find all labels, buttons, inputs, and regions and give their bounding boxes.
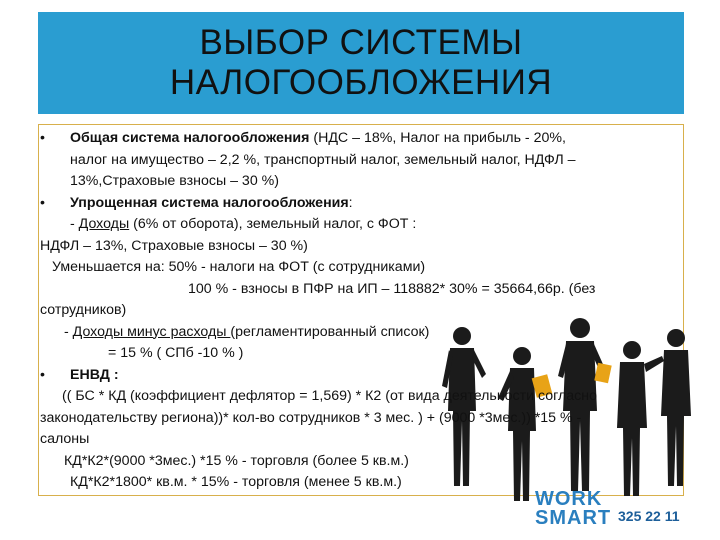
phone-number: 325 22 11 [618,508,680,524]
usn-diff-prefix: - [64,323,73,340]
bullet-icon: • [40,130,45,146]
envd-line-2: законодательству региона))* кол-во сотрудников * 3 мес. ) + (9000 *3мес.)) *15 % - [40,409,582,426]
usn-item [40,193,684,215]
reduce-line-1: Уменьшается на: 50% - налоги на ФОТ (с сотрудниками) [52,259,426,275]
page-title-line-1: ВЫБОР СИСТЕМЫ [199,23,523,62]
envd-item [40,365,684,387]
usn-income-label: Доходы [78,216,130,232]
bullet-icon: • [40,366,45,383]
usn-label: Упрощенная система налогообложения [70,194,349,211]
usn-income-text: (6% от оборота), земельный налог, с ФОТ : [129,216,417,232]
osn-text-line-2: налог на имущество – 2,2 %, транспортный налог, земельный налог, НДФЛ – [70,151,576,168]
bullet-icon: • [40,194,45,211]
osn-label: Общая система налогообложения [70,130,310,146]
envd-line-5: КД*К2*1800* кв.м. * 15% - торговля (менее 5 кв.м.) [70,474,402,490]
usn-diff-line [40,322,684,344]
usn-diff-text: (регламентированный список) [230,323,430,340]
usn-colon: : [348,194,353,211]
envd-line-1: (( БС * КД (коэффициент дефлятор = 1,569) * К2 (от вида деятельности согласно [62,388,597,404]
usn-income-prefix: - [70,216,79,232]
usn-income-line [40,214,684,236]
envd-line-4: КД*К2*(9000 *3мес.) *15 % - торговля (более 5 кв.м.) [64,452,409,469]
logo-line-2: SMART [535,507,612,529]
envd-label: ЕНВД : [70,366,119,383]
osn-text-line-3: 13%,Страховые взносы – 30 %) [70,173,279,189]
content-text [40,128,684,494]
usn-income-line-2: НДФЛ – 13%, Страховые взносы – 30 %) [40,237,308,254]
reduce-line-2: 100 % - взносы в ПФР на ИП – 118882* 30% = 35664,66р. (без [188,280,596,297]
usn-diff-label: Доходы минус расходы [72,323,231,340]
envd-line-3: салоны [40,431,90,447]
page-title-line-2: НАЛОГООБЛОЖЕНИЯ [169,63,553,102]
usn-diff-rate: = 15 % ( СПб -10 % ) [108,345,244,361]
reduce-line-3: сотрудников) [40,302,127,318]
title-banner [38,12,684,114]
osn-text: (НДС – 18%, Налог на прибыль - 20%, [309,130,566,146]
osn-item [40,128,684,150]
logo-line-1: WORK [535,488,603,510]
